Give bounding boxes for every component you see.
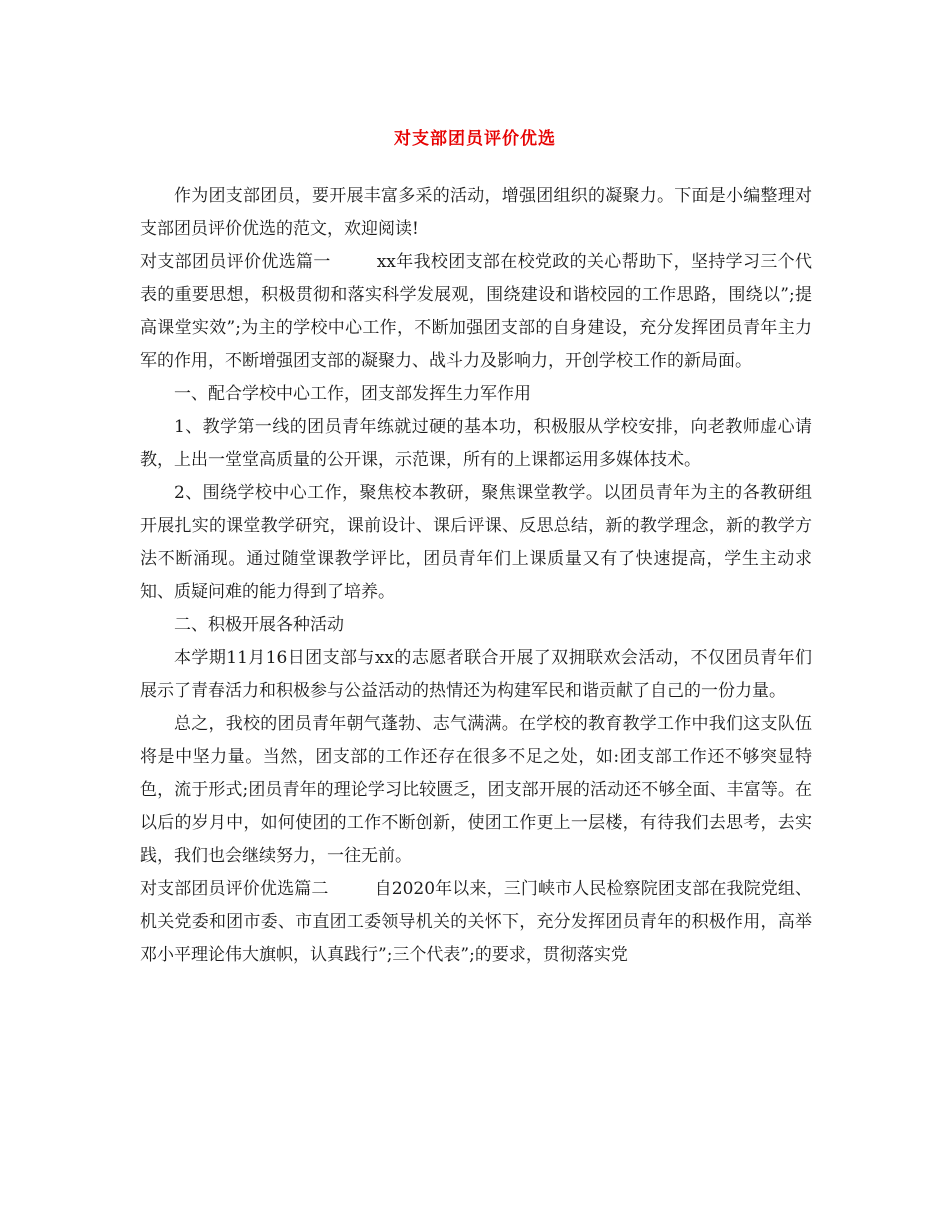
document-title: 对支部团员评价优选 xyxy=(394,129,556,149)
heading-1: 一、配合学校中心工作，团支部发挥生力军作用 xyxy=(174,384,531,404)
item-2: 2、围绕学校中心工作，聚焦校本教研，聚焦课堂教学。以团员青年为主的各教研组开展扎实的课堂教学研究，课前设计、课后评课、反思总结，新的教学理念，新的教学方法不断涌现。通过随堂课教学评比，团员青年们上课质量又有了快速提高，学生主动求知、质疑问难的能力得到了培养。 xyxy=(140,483,812,602)
item-1: 1、教学第一线的团员青年练就过硬的基本功，积极服从学校安排，向老教师虚心请教，上出一堂堂高质量的公开课，示范课，所有的上课都运用多媒体技术。 xyxy=(140,417,812,470)
intro-paragraph: 作为团支部团员，要开展丰富多采的活动，增强团组织的凝聚力。下面是小编整理对支部团员评价优选的范文，欢迎阅读! xyxy=(140,186,812,239)
section2-paragraph xyxy=(140,873,812,972)
section1-paragraph xyxy=(140,246,812,378)
section1-label: 对支部团员评价优选篇一 xyxy=(140,252,331,272)
summary-paragraph: 总之，我校的团员青年朝气蓬勃、志气满满。在学校的教育教学工作中我们这支队伍将是中坚力量。当然，团支部的工作还存在很多不足之处，如:团支部工作还不够突显特色，流于形式;团员青年的理论学习比较匮乏，团支部开展的活动还不够全面、丰富等。在以后的岁月中，如何使团的工作不断创新，使团工作更上一层楼，有待我们去思考，去实践，我们也会继续努力，一往无前。 xyxy=(140,714,812,866)
section2-text: 自2020年以来，三门峡市人民检察院团支部在我院党组、机关党委和团市委、市直团工委领导机关的关怀下，充分发挥团员青年的积极作用，高举邓小平理论伟大旗帜，认真践行”;三个代表”;的要求，贯彻落实党 xyxy=(140,879,813,965)
section1-text: xx年我校团支部在校党政的关心帮助下，坚持学习三个代表的重要思想，积极贯彻和落实科学发展观，围绕建设和谐校园的工作思路，围绕以”;提高课堂实效”;为主的学校中心工作，不断加强团支部的自身建设，充分发挥团员青年主力军的作用，不断增强团支部的凝聚力、战斗力及影响力，开创学校工作的新局面。 xyxy=(140,252,812,371)
document-body xyxy=(140,180,812,972)
activity-paragraph: 本学期11月16日团支部与xx的志愿者联合开展了双拥联欢会活动，不仅团员青年们展示了青春活力和积极参与公益活动的热情还为构建军民和谐贡献了自己的一份力量。 xyxy=(140,648,812,701)
section2-label: 对支部团员评价优选篇二 xyxy=(140,879,329,899)
heading-2: 二、积极开展各种活动 xyxy=(174,615,344,635)
